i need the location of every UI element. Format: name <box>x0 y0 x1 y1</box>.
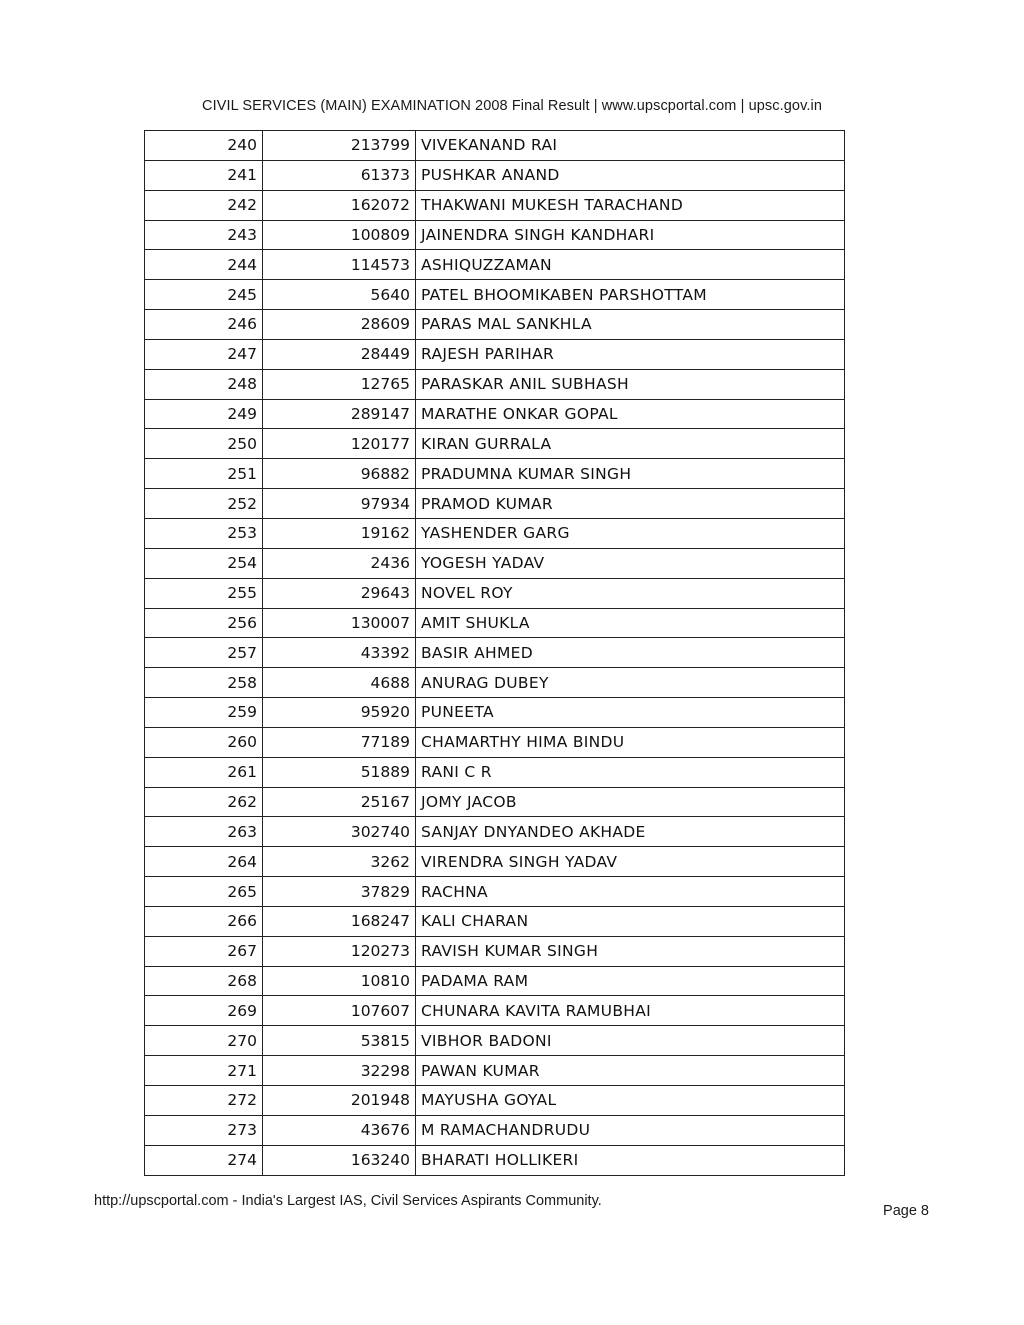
candidate-name-cell: PARASKAR ANIL SUBHASH <box>416 369 845 399</box>
rank-cell: 260 <box>145 727 263 757</box>
roll-number-cell: 107607 <box>263 996 416 1026</box>
roll-number-cell: 28609 <box>263 310 416 340</box>
rank-cell: 263 <box>145 817 263 847</box>
candidate-name-cell: RANI C R <box>416 757 845 787</box>
rank-cell: 251 <box>145 459 263 489</box>
table-row <box>145 190 845 220</box>
table-row <box>145 280 845 310</box>
rank-cell: 270 <box>145 1026 263 1056</box>
candidate-name-cell: VIRENDRA SINGH YADAV <box>416 847 845 877</box>
table-row <box>145 459 845 489</box>
roll-number-cell: 77189 <box>263 727 416 757</box>
candidate-name-cell: PATEL BHOOMIKABEN PARSHOTTAM <box>416 280 845 310</box>
table-row <box>145 250 845 280</box>
rank-cell: 265 <box>145 877 263 907</box>
roll-number-cell: 130007 <box>263 608 416 638</box>
table-row <box>145 1086 845 1116</box>
candidate-name-cell: ASHIQUZZAMAN <box>416 250 845 280</box>
candidate-name-cell: BASIR AHMED <box>416 638 845 668</box>
roll-number-cell: 114573 <box>263 250 416 280</box>
roll-number-cell: 95920 <box>263 698 416 728</box>
table-row <box>145 131 845 161</box>
rank-cell: 262 <box>145 787 263 817</box>
candidate-name-cell: RACHNA <box>416 877 845 907</box>
roll-number-cell: 53815 <box>263 1026 416 1056</box>
table-row <box>145 727 845 757</box>
rank-cell: 266 <box>145 906 263 936</box>
rank-cell: 264 <box>145 847 263 877</box>
candidate-name-cell: YOGESH YADAV <box>416 548 845 578</box>
rank-cell: 248 <box>145 369 263 399</box>
rank-cell: 258 <box>145 668 263 698</box>
candidate-name-cell: RAJESH PARIHAR <box>416 339 845 369</box>
rank-cell: 272 <box>145 1086 263 1116</box>
roll-number-cell: 201948 <box>263 1086 416 1116</box>
roll-number-cell: 302740 <box>263 817 416 847</box>
table-row <box>145 518 845 548</box>
table-row <box>145 906 845 936</box>
roll-number-cell: 163240 <box>263 1145 416 1175</box>
table-row <box>145 429 845 459</box>
table-row <box>145 160 845 190</box>
table-row <box>145 757 845 787</box>
table-row <box>145 548 845 578</box>
table-row <box>145 339 845 369</box>
table-row <box>145 847 845 877</box>
roll-number-cell: 29643 <box>263 578 416 608</box>
candidate-name-cell: M RAMACHANDRUDU <box>416 1115 845 1145</box>
roll-number-cell: 2436 <box>263 548 416 578</box>
rank-cell: 257 <box>145 638 263 668</box>
roll-number-cell: 289147 <box>263 399 416 429</box>
roll-number-cell: 120177 <box>263 429 416 459</box>
roll-number-cell: 120273 <box>263 936 416 966</box>
table-row <box>145 668 845 698</box>
rank-cell: 253 <box>145 518 263 548</box>
candidate-name-cell: ANURAG DUBEY <box>416 668 845 698</box>
table-row <box>145 1056 845 1086</box>
table-row <box>145 817 845 847</box>
table-row <box>145 787 845 817</box>
roll-number-cell: 213799 <box>263 131 416 161</box>
candidate-name-cell: THAKWANI MUKESH TARACHAND <box>416 190 845 220</box>
roll-number-cell: 10810 <box>263 966 416 996</box>
roll-number-cell: 100809 <box>263 220 416 250</box>
rank-cell: 245 <box>145 280 263 310</box>
table-row <box>145 698 845 728</box>
rank-cell: 256 <box>145 608 263 638</box>
results-table <box>144 130 845 1176</box>
candidate-name-cell: MAYUSHA GOYAL <box>416 1086 845 1116</box>
candidate-name-cell: VIVEKANAND RAI <box>416 131 845 161</box>
rank-cell: 274 <box>145 1145 263 1175</box>
candidate-name-cell: SANJAY DNYANDEO AKHADE <box>416 817 845 847</box>
candidate-name-cell: KALI CHARAN <box>416 906 845 936</box>
candidate-name-cell: VIBHOR BADONI <box>416 1026 845 1056</box>
rank-cell: 269 <box>145 996 263 1026</box>
candidate-name-cell: PUSHKAR ANAND <box>416 160 845 190</box>
page-number: Page 8 <box>883 1203 929 1219</box>
candidate-name-cell: AMIT SHUKLA <box>416 608 845 638</box>
candidate-name-cell: RAVISH KUMAR SINGH <box>416 936 845 966</box>
roll-number-cell: 5640 <box>263 280 416 310</box>
roll-number-cell: 12765 <box>263 369 416 399</box>
candidate-name-cell: JOMY JACOB <box>416 787 845 817</box>
table-row <box>145 638 845 668</box>
rank-cell: 250 <box>145 429 263 459</box>
table-row <box>145 1115 845 1145</box>
rank-cell: 243 <box>145 220 263 250</box>
rank-cell: 271 <box>145 1056 263 1086</box>
table-row <box>145 966 845 996</box>
table-row <box>145 369 845 399</box>
rank-cell: 252 <box>145 489 263 519</box>
rank-cell: 246 <box>145 310 263 340</box>
table-row <box>145 489 845 519</box>
candidate-name-cell: PRAMOD KUMAR <box>416 489 845 519</box>
rank-cell: 241 <box>145 160 263 190</box>
roll-number-cell: 96882 <box>263 459 416 489</box>
candidate-name-cell: BHARATI HOLLIKERI <box>416 1145 845 1175</box>
table-row <box>145 399 845 429</box>
rank-cell: 244 <box>145 250 263 280</box>
roll-number-cell: 3262 <box>263 847 416 877</box>
rank-cell: 247 <box>145 339 263 369</box>
table-row <box>145 936 845 966</box>
candidate-name-cell: PAWAN KUMAR <box>416 1056 845 1086</box>
table-row <box>145 220 845 250</box>
roll-number-cell: 162072 <box>263 190 416 220</box>
candidate-name-cell: PADAMA RAM <box>416 966 845 996</box>
rank-cell: 268 <box>145 966 263 996</box>
roll-number-cell: 43676 <box>263 1115 416 1145</box>
candidate-name-cell: MARATHE ONKAR GOPAL <box>416 399 845 429</box>
roll-number-cell: 168247 <box>263 906 416 936</box>
footer-site-text: http://upscportal.com - India's Largest IAS, Civil Services Aspirants Community. <box>94 1193 602 1209</box>
candidate-name-cell: KIRAN GURRALA <box>416 429 845 459</box>
candidate-name-cell: YASHENDER GARG <box>416 518 845 548</box>
roll-number-cell: 19162 <box>263 518 416 548</box>
roll-number-cell: 28449 <box>263 339 416 369</box>
candidate-name-cell: PRADUMNA KUMAR SINGH <box>416 459 845 489</box>
rank-cell: 261 <box>145 757 263 787</box>
roll-number-cell: 43392 <box>263 638 416 668</box>
table-row <box>145 608 845 638</box>
table-row <box>145 578 845 608</box>
roll-number-cell: 4688 <box>263 668 416 698</box>
candidate-name-cell: JAINENDRA SINGH KANDHARI <box>416 220 845 250</box>
table-row <box>145 1145 845 1175</box>
candidate-name-cell: PARAS MAL SANKHLA <box>416 310 845 340</box>
rank-cell: 255 <box>145 578 263 608</box>
candidate-name-cell: CHUNARA KAVITA RAMUBHAI <box>416 996 845 1026</box>
rank-cell: 242 <box>145 190 263 220</box>
roll-number-cell: 32298 <box>263 1056 416 1086</box>
page-header: CIVIL SERVICES (MAIN) EXAMINATION 2008 Final Result | www.upscportal.com | upsc.gov.in <box>202 98 822 114</box>
table-row <box>145 877 845 907</box>
roll-number-cell: 25167 <box>263 787 416 817</box>
roll-number-cell: 51889 <box>263 757 416 787</box>
candidate-name-cell: NOVEL ROY <box>416 578 845 608</box>
rank-cell: 259 <box>145 698 263 728</box>
rank-cell: 240 <box>145 131 263 161</box>
table-row <box>145 996 845 1026</box>
candidate-name-cell: CHAMARTHY HIMA BINDU <box>416 727 845 757</box>
rank-cell: 273 <box>145 1115 263 1145</box>
rank-cell: 267 <box>145 936 263 966</box>
rank-cell: 249 <box>145 399 263 429</box>
roll-number-cell: 97934 <box>263 489 416 519</box>
rank-cell: 254 <box>145 548 263 578</box>
roll-number-cell: 37829 <box>263 877 416 907</box>
roll-number-cell: 61373 <box>263 160 416 190</box>
candidate-name-cell: PUNEETA <box>416 698 845 728</box>
results-table-body <box>145 131 845 1176</box>
table-row <box>145 310 845 340</box>
table-row <box>145 1026 845 1056</box>
